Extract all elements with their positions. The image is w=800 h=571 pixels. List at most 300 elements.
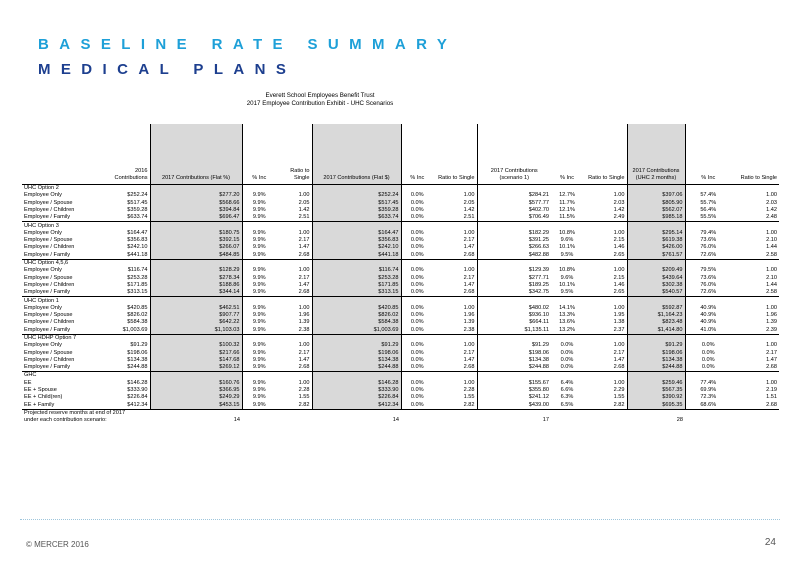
table-cell <box>312 185 401 193</box>
table-cell: $198.06 <box>312 350 401 357</box>
table-cell: 9.9% <box>252 244 266 251</box>
table-row <box>22 230 779 237</box>
table-cell: 0.0% <box>410 387 424 394</box>
table-cell: 1.47 <box>613 356 625 363</box>
table-cell: 2.38 <box>298 326 310 333</box>
table-cell: 1.00 <box>766 342 777 349</box>
table-cell: $482.88 <box>477 252 551 260</box>
table-cell <box>551 334 583 342</box>
table-cell <box>477 259 551 267</box>
page-title: BASELINE RATE SUMMARY <box>38 36 458 53</box>
table-cell: $441.18 <box>127 251 148 258</box>
col-header-ratio-4: Ratio to Single <box>740 174 777 181</box>
table-cell: 2.10 <box>766 237 777 244</box>
table-cell: $269.12 <box>150 364 242 372</box>
table-cell: $253.28 <box>127 274 148 281</box>
table-cell: 1.47 <box>766 356 777 363</box>
table-cell: 1.47 <box>298 281 310 288</box>
table-cell: 72.6% <box>700 289 717 296</box>
table-cell: 0.0% <box>410 192 424 199</box>
table-cell: 72.6% <box>700 251 717 258</box>
group-name: GHC <box>22 372 82 380</box>
table-cell: 2.29 <box>613 387 625 394</box>
table-cell: 1.42 <box>463 206 475 213</box>
table-cell <box>583 259 627 267</box>
spacer-cell <box>433 417 477 424</box>
tier-label: Employee / Family <box>24 214 71 221</box>
table-cell <box>82 222 150 230</box>
table-row <box>22 244 779 251</box>
table-cell: $391.25 <box>477 237 551 244</box>
table-cell: 2.05 <box>463 199 475 206</box>
table-cell <box>312 259 401 267</box>
table-cell: 1.00 <box>613 304 625 311</box>
col-header-inc-3: % Inc <box>560 174 574 181</box>
table-row <box>22 275 779 282</box>
table-cell: 12.7% <box>559 192 575 199</box>
table-cell: 10.8% <box>559 229 575 236</box>
table-cell: $805.90 <box>627 200 685 207</box>
table-cell: $252.24 <box>312 192 401 199</box>
col-header-scenario: 2017 Contributions (scenario 1) <box>477 124 551 185</box>
table-cell <box>276 185 312 193</box>
table-cell: $441.18 <box>312 252 401 260</box>
table-cell: $706.49 <box>477 214 551 222</box>
table-row <box>22 342 779 349</box>
table-cell <box>583 185 627 193</box>
table-cell: $171.85 <box>127 281 148 288</box>
table-cell: $397.06 <box>627 192 685 199</box>
table-cell: $366.95 <box>150 387 242 394</box>
table-cell: 2.82 <box>583 402 627 410</box>
reserve-row-1 <box>22 409 779 417</box>
table-cell: $91.29 <box>312 342 401 349</box>
table-cell: 9.9% <box>252 312 266 319</box>
table-cell: 9.9% <box>252 319 266 326</box>
table-cell <box>433 222 477 230</box>
table-cell: 2.68 <box>463 364 475 371</box>
tier-label: Employee / Spouse <box>24 312 73 319</box>
table-cell: $567.35 <box>627 387 685 394</box>
table-cell: $1,135.11 <box>477 327 551 335</box>
table-cell <box>82 185 150 193</box>
rate-table-body <box>22 124 779 424</box>
table-cell <box>276 222 312 230</box>
table-cell: $244.88 <box>312 364 401 372</box>
table-cell <box>583 297 627 305</box>
table-cell: 9.9% <box>252 394 266 401</box>
table-cell: $241.12 <box>477 394 551 401</box>
table-cell: $226.84 <box>312 394 401 401</box>
table-cell <box>685 372 731 380</box>
table-cell: 0.0% <box>410 326 424 333</box>
table-cell: 9.9% <box>252 267 266 274</box>
table-cell: 1.00 <box>463 304 475 311</box>
table-cell: 2.28 <box>463 387 475 394</box>
table-cell: 0.0% <box>410 356 424 363</box>
table-cell: 9.9% <box>252 237 266 244</box>
table-cell: 1.00 <box>766 267 777 274</box>
table-cell: 2.65 <box>613 289 625 296</box>
table-cell: 2.68 <box>731 402 779 410</box>
table-cell: $619.38 <box>627 237 685 244</box>
table-cell: 9.6% <box>560 237 574 244</box>
table-cell: 1.46 <box>613 281 625 288</box>
table-cell: 1.96 <box>298 312 310 319</box>
table-cell: 1.42 <box>766 206 777 213</box>
col-header-inc-1: % Inc <box>252 174 267 181</box>
table-cell: $344.14 <box>150 289 242 297</box>
group-name: UHC Option 3 <box>22 222 82 230</box>
table-cell: 1.96 <box>463 312 475 319</box>
group-header-row <box>22 297 779 305</box>
table-cell <box>150 259 242 267</box>
table-cell: $517.45 <box>312 200 401 207</box>
table-cell: 9.5% <box>560 289 574 296</box>
table-cell: 1.38 <box>613 319 625 326</box>
reserve-value-flat-pct: 14 <box>233 417 240 424</box>
table-cell: 2.51 <box>298 214 310 221</box>
table-cell <box>242 185 276 193</box>
table-cell: $171.85 <box>312 282 401 289</box>
table-cell: 73.6% <box>700 237 717 244</box>
table-cell: 9.9% <box>252 274 266 281</box>
table-cell: 55.5% <box>700 214 717 221</box>
table-cell: $160.76 <box>150 380 242 387</box>
table-cell: 0.0% <box>410 364 424 371</box>
table-cell: $116.74 <box>312 267 401 274</box>
tier-label: Employee Only <box>24 229 62 236</box>
table-cell: $453.15 <box>150 402 242 410</box>
table-cell: $116.74 <box>127 267 148 274</box>
table-cell: $302.38 <box>627 282 685 289</box>
table-cell: $198.06 <box>127 349 148 356</box>
table-cell <box>312 297 401 305</box>
table-cell: 6.6% <box>560 387 574 394</box>
table-cell: $592.87 <box>627 305 685 312</box>
table-cell: 0.0% <box>401 402 433 410</box>
table-cell: $313.15 <box>312 289 401 297</box>
table-cell: $134.38 <box>127 356 148 363</box>
table-cell: $198.06 <box>627 350 685 357</box>
table-cell: 1.00 <box>463 342 475 349</box>
table-cell <box>242 222 276 230</box>
reserve-value-scenario: 17 <box>542 417 549 424</box>
table-cell <box>276 297 312 305</box>
table-cell: 1.00 <box>463 379 475 386</box>
table-cell: $633.74 <box>127 214 148 221</box>
table-cell: $517.45 <box>127 199 148 206</box>
table-cell <box>276 372 312 380</box>
table-cell: 1.00 <box>463 229 475 236</box>
table-cell <box>242 259 276 267</box>
table-cell <box>583 372 627 380</box>
table-cell: 9.9% <box>252 281 266 288</box>
table-row <box>22 357 779 364</box>
table-cell <box>627 372 685 380</box>
table-cell <box>242 334 276 342</box>
table-cell: 9.9% <box>252 192 266 199</box>
table-cell: 0.0% <box>410 251 424 258</box>
table-cell: 0.0% <box>410 319 424 326</box>
table-cell: 1.00 <box>766 379 777 386</box>
table-row <box>22 387 779 394</box>
table-cell: $540.57 <box>627 289 685 297</box>
table-cell: 0.0% <box>410 342 424 349</box>
table-cell: 69.9% <box>700 387 717 394</box>
table-cell: 9.9% <box>252 349 266 356</box>
table-cell: 9.9% <box>242 402 276 410</box>
table-cell: $284.21 <box>477 192 551 199</box>
table-cell: $642.22 <box>150 319 242 326</box>
table-cell: 1.95 <box>613 312 625 319</box>
table-cell: $439.64 <box>627 275 685 282</box>
group-name: UHC Option 4,5,6 <box>22 259 82 267</box>
table-cell: 73.6% <box>700 274 717 281</box>
table-cell: 9.9% <box>252 289 266 296</box>
table-cell: $562.07 <box>627 207 685 214</box>
table-cell: 1.00 <box>298 304 310 311</box>
table-cell <box>477 297 551 305</box>
table-cell: 79.5% <box>700 267 717 274</box>
table-cell: 0.0% <box>410 199 424 206</box>
group-header-row <box>22 372 779 380</box>
spacer-cell <box>276 417 312 424</box>
table-cell: $695.35 <box>627 402 685 410</box>
table-cell: $1,003.69 <box>122 326 148 333</box>
table-cell: $189.25 <box>477 282 551 289</box>
table-cell: 2.03 <box>613 199 625 206</box>
table-row <box>22 327 779 335</box>
table-cell: 2.48 <box>766 214 777 221</box>
table-cell <box>433 259 477 267</box>
col-header-inc-4: % Inc <box>701 174 716 181</box>
table-row <box>22 402 779 410</box>
table-cell: $359.28 <box>312 207 401 214</box>
spacer-cell <box>242 417 276 424</box>
table-cell: 11.5% <box>559 214 575 221</box>
table-cell <box>477 334 551 342</box>
reserve-value-flat-dollar: 14 <box>392 417 399 424</box>
table-cell: 2.39 <box>766 326 777 333</box>
table-row <box>22 252 779 260</box>
tier-label: Employee Only <box>24 192 62 199</box>
table-cell: 9.9% <box>252 214 266 221</box>
table-cell: 0.0% <box>410 394 424 401</box>
table-cell: 0.0% <box>410 229 424 236</box>
table-cell: 72.3% <box>700 394 717 401</box>
table-cell: $633.74 <box>312 214 401 222</box>
table-cell: 9.9% <box>252 356 266 363</box>
table-cell: $584.38 <box>312 319 401 326</box>
col-header-flat-dollar: 2017 Contributions (Flat $) <box>312 124 401 185</box>
table-cell: 2.17 <box>766 349 777 356</box>
tier-label: Employee / Spouse <box>24 199 73 206</box>
table-cell <box>627 185 685 193</box>
table-cell <box>150 185 242 193</box>
table-cell: 1.39 <box>766 319 777 326</box>
table-row <box>22 282 779 289</box>
table-cell: 0.0% <box>410 214 424 221</box>
table-cell: 1.00 <box>766 192 777 199</box>
table-cell: $180.75 <box>150 230 242 237</box>
table-cell: $129.39 <box>477 267 551 274</box>
table-cell: 1.42 <box>613 206 625 213</box>
table-cell: 0.0% <box>410 304 424 311</box>
tier-label: Employee / Children <box>24 244 75 251</box>
col-header-inc-2: % Inc <box>410 174 425 181</box>
table-cell: $252.24 <box>127 192 148 199</box>
table-cell: $244.88 <box>477 364 551 372</box>
col-header-ratio-2: Ratio to Single <box>438 174 475 181</box>
table-cell: $439.00 <box>477 402 551 410</box>
table-cell: $480.02 <box>477 305 551 312</box>
group-name: UHC Option 1 <box>22 297 82 305</box>
table-cell: $1,103.03 <box>150 327 242 335</box>
group-name: UHC HDHP Option 7 <box>22 334 82 342</box>
table-cell <box>401 259 433 267</box>
table-cell: 0.0% <box>701 356 715 363</box>
tier-label: Employee / Children <box>24 281 75 288</box>
table-cell: 1.00 <box>463 267 475 274</box>
table-cell <box>685 222 731 230</box>
table-cell: $244.88 <box>127 364 148 371</box>
table-cell: 0.0% <box>410 289 424 296</box>
table-cell: 2.68 <box>298 289 310 296</box>
tier-label: Employee / Children <box>24 356 75 363</box>
table-cell: $390.92 <box>627 394 685 401</box>
table-cell: 0.0% <box>560 356 574 363</box>
table-cell: 9.9% <box>252 229 266 236</box>
table-cell: 1.00 <box>298 342 310 349</box>
table-cell <box>276 259 312 267</box>
table-cell: 56.4% <box>700 206 717 213</box>
table-cell: $188.86 <box>150 282 242 289</box>
tier-label: Employee / Children <box>24 319 75 326</box>
table-cell: 10.1% <box>559 244 575 251</box>
table-cell: $426.00 <box>627 244 685 251</box>
table-cell <box>551 259 583 267</box>
table-cell: 2.17 <box>613 349 625 356</box>
table-cell: 14.1% <box>559 304 575 311</box>
page-number: 24 <box>764 537 776 548</box>
table-cell: 1.44 <box>766 244 777 251</box>
table-cell: $826.02 <box>127 312 148 319</box>
table-cell: $394.84 <box>150 207 242 214</box>
table-cell <box>433 334 477 342</box>
table-cell: $146.28 <box>312 380 401 387</box>
spacer-cell <box>401 417 433 424</box>
table-cell: 1.44 <box>766 281 777 288</box>
table-cell: $1,164.23 <box>627 312 685 319</box>
col-header-ratio-1: Ratio to Single <box>290 167 310 181</box>
table-cell <box>627 259 685 267</box>
table-cell: 2.17 <box>463 274 475 281</box>
table-cell <box>551 222 583 230</box>
tier-label: Employee / Children <box>24 206 75 213</box>
table-cell: 0.0% <box>410 379 424 386</box>
table-cell: $242.10 <box>312 244 401 251</box>
table-cell: 1.00 <box>463 192 475 199</box>
tier-label: Employee Only <box>24 342 62 349</box>
table-cell: $402.70 <box>477 207 551 214</box>
table-cell <box>401 297 433 305</box>
group-header-row <box>22 185 779 193</box>
table-cell <box>433 185 477 193</box>
tier-label: Employee / Family <box>24 289 71 296</box>
group-header-row <box>22 259 779 267</box>
table-cell: $462.51 <box>150 305 242 312</box>
col-header-ratio-3: Ratio to Single <box>588 174 625 181</box>
table-cell: $134.38 <box>312 357 401 364</box>
table-cell: 1.00 <box>613 379 625 386</box>
table-cell: 9.9% <box>252 387 266 394</box>
table-cell: 9.9% <box>252 342 266 349</box>
table-row <box>22 380 779 387</box>
table-cell: $392.15 <box>150 237 242 244</box>
tier-label: Employee / Family <box>24 251 71 258</box>
tier-label: Employee Only <box>24 267 62 274</box>
table-cell: 10.8% <box>559 267 575 274</box>
table-cell <box>312 372 401 380</box>
table-cell: $577.77 <box>477 200 551 207</box>
table-cell: 2.17 <box>463 349 475 356</box>
table-cell: $226.84 <box>127 394 148 401</box>
table-cell <box>551 185 583 193</box>
table-cell: 1.46 <box>613 244 625 251</box>
page-subtitle: MEDICAL PLANS <box>38 61 297 78</box>
table-cell <box>685 185 731 193</box>
table-cell: 40.9% <box>700 319 717 326</box>
table-cell: 77.4% <box>700 379 717 386</box>
table-cell <box>627 297 685 305</box>
table-cell: $146.28 <box>127 379 148 386</box>
group-name: UHC Option 2 <box>22 185 82 193</box>
table-cell: $249.29 <box>150 394 242 401</box>
table-cell <box>150 222 242 230</box>
table-row <box>22 394 779 401</box>
table-row <box>22 214 779 222</box>
table-cell: $147.68 <box>150 357 242 364</box>
table-cell: 9.9% <box>252 199 266 206</box>
table-cell: $134.38 <box>627 357 685 364</box>
table-cell: $164.47 <box>312 230 401 237</box>
reserve-label-line2: under each contribution scenario: <box>24 417 107 424</box>
table-cell: $412.34 <box>82 402 150 410</box>
table-cell: $91.29 <box>477 342 551 349</box>
table-row <box>22 207 779 214</box>
table-cell: 12.1% <box>559 206 575 213</box>
table-cell: $313.15 <box>127 289 148 296</box>
table-cell: 0.0% <box>410 281 424 288</box>
table-cell: 1.39 <box>298 319 310 326</box>
reserve-row-2 <box>22 417 779 424</box>
table-cell: 2.05 <box>298 199 310 206</box>
table-cell <box>401 334 433 342</box>
table-cell: 57.4% <box>700 192 717 199</box>
table-cell: $259.46 <box>627 380 685 387</box>
table-cell: 1.55 <box>463 394 475 401</box>
table-cell: $242.10 <box>127 244 148 251</box>
table-cell: $333.90 <box>312 387 401 394</box>
table-row <box>22 200 779 207</box>
table-cell: 2.37 <box>613 326 625 333</box>
tier-label: Employee / Spouse <box>24 349 73 356</box>
table-header-row <box>22 124 779 185</box>
table-cell: $420.85 <box>127 304 148 311</box>
table-cell: $664.11 <box>477 319 551 326</box>
table-cell <box>276 334 312 342</box>
